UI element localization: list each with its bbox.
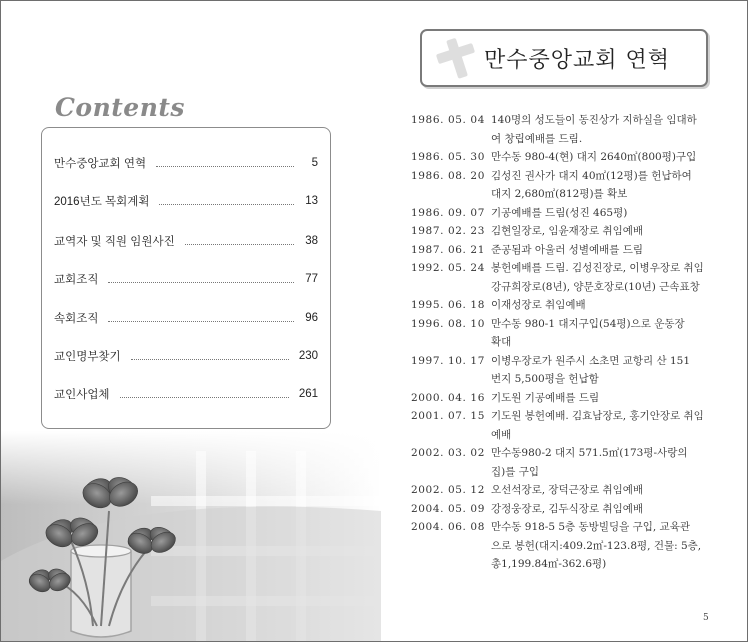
history-list bbox=[411, 111, 715, 574]
history-text bbox=[491, 222, 715, 241]
history-text bbox=[491, 389, 715, 408]
history-text-line: 오선석장로, 장덕근장로 취임예배 bbox=[491, 484, 644, 496]
section-title: 만수중앙교회 연혁 bbox=[484, 48, 671, 73]
history-text bbox=[491, 241, 715, 260]
history-entry bbox=[411, 204, 715, 223]
history-text-line: 여 창립예배를 드림. bbox=[491, 132, 583, 145]
history-text-line: 번지 5,500평을 헌납함 bbox=[491, 373, 599, 385]
toc-item[interactable] bbox=[54, 347, 318, 365]
history-text-line: 예배 bbox=[491, 428, 512, 441]
history-text bbox=[491, 444, 715, 481]
history-text-line: 만수동 980-4(현) 대지 2640㎡(800평)구입 bbox=[491, 151, 697, 163]
history-text bbox=[491, 259, 715, 296]
history-text bbox=[491, 518, 715, 574]
history-date: 2004. 05. 09 bbox=[411, 502, 485, 515]
toc-item-label: 만수중앙교회 연혁 bbox=[54, 158, 147, 170]
toc-item[interactable] bbox=[54, 385, 318, 403]
history-date: 1986. 09. 07 bbox=[411, 206, 485, 219]
history-entry bbox=[411, 148, 715, 167]
history-text-line: 이재성장로 취임예배 bbox=[491, 299, 586, 311]
history-entry bbox=[411, 389, 715, 408]
history-text bbox=[491, 500, 715, 519]
toc-leader-dots bbox=[159, 192, 294, 205]
history-date: 1986. 05. 04 bbox=[411, 114, 485, 126]
toc-item-page: 96 bbox=[305, 312, 318, 324]
toc-leader-dots bbox=[131, 347, 289, 360]
toc-item[interactable] bbox=[54, 309, 318, 327]
toc-item-label: 교인명부찾기 bbox=[54, 351, 121, 363]
history-date: 1992. 05. 24 bbox=[411, 262, 485, 274]
toc-item-page: 261 bbox=[298, 388, 318, 400]
history-text-line: 기도원 봉헌예배. 김효남장로, 홍기안장로 취임 bbox=[491, 410, 704, 422]
history-text bbox=[491, 167, 715, 204]
history-entry bbox=[411, 352, 715, 389]
history-entry bbox=[411, 167, 715, 204]
section-title-box bbox=[420, 29, 708, 87]
history-entry bbox=[411, 407, 715, 444]
history-date: 2004. 06. 08 bbox=[411, 521, 485, 533]
toc-item-page: 38 bbox=[305, 235, 318, 247]
toc-item-label: 속회조직 bbox=[54, 313, 99, 325]
history-text-line: 만수동980-2 대지 571.5㎡(173평-사랑의 bbox=[491, 447, 688, 459]
history-text-line: 확대 bbox=[491, 336, 512, 348]
toc-item-page: 77 bbox=[305, 273, 318, 285]
history-date: 1995. 06. 18 bbox=[411, 299, 485, 311]
history-entry bbox=[411, 315, 715, 352]
history-text bbox=[491, 296, 715, 315]
toc-item-label: 2016년도 목회계획 bbox=[54, 196, 150, 208]
history-date: 1997. 10. 17 bbox=[411, 354, 485, 367]
history-text-line: 으로 봉헌(대지:409.2㎡-123.8평, 건물: 5층, bbox=[491, 539, 702, 552]
history-entry bbox=[411, 222, 715, 241]
history-entry bbox=[411, 481, 715, 500]
history-text bbox=[491, 148, 715, 167]
contents-title: Contents bbox=[55, 93, 186, 122]
history-entry bbox=[411, 296, 715, 315]
toc-item[interactable] bbox=[54, 270, 318, 288]
history-entry bbox=[411, 241, 715, 260]
history-text-line: 총1,199.84㎡-362.6평) bbox=[491, 558, 607, 570]
history-text-line: 기도원 기공예배를 드림 bbox=[491, 391, 600, 404]
history-text bbox=[491, 481, 715, 500]
history-text bbox=[491, 407, 715, 444]
history-text bbox=[491, 315, 715, 352]
history-date: 2000. 04. 16 bbox=[411, 391, 485, 404]
history-text-line: 만수동 918-5 5층 동방빌딩을 구입, 교육관 bbox=[491, 521, 690, 533]
history-entry bbox=[411, 259, 715, 296]
cross-icon bbox=[430, 36, 486, 80]
toc-item-label: 교인사업체 bbox=[54, 389, 110, 401]
toc-leader-dots bbox=[108, 309, 294, 322]
toc-item[interactable] bbox=[54, 192, 318, 210]
toc-leader-dots bbox=[108, 270, 294, 283]
history-text-line: 이병우장로가 원주시 소초면 교항리 산 151 bbox=[491, 354, 691, 367]
history-text-line: 김현일장로, 임윤재장로 취임예배 bbox=[491, 225, 644, 237]
toc-leader-dots bbox=[120, 385, 289, 398]
history-text-line: 강정웅장로, 김두식장로 취임예배 bbox=[491, 502, 644, 515]
history-date: 1986. 05. 30 bbox=[411, 151, 485, 163]
history-date: 2002. 05. 12 bbox=[411, 484, 485, 496]
history-text-line: 집)를 구입 bbox=[491, 465, 540, 478]
history-text bbox=[491, 111, 715, 148]
history-text-line: 강규희장로(8년), 양문호장로(10년) 근속표창 bbox=[491, 280, 700, 293]
history-entry bbox=[411, 518, 715, 574]
history-text-line: 김성진 권사가 대지 40㎡(12평)를 헌납하여 bbox=[491, 169, 692, 182]
toc-item-label: 교회조직 bbox=[54, 274, 99, 286]
history-date: 1987. 06. 21 bbox=[411, 243, 485, 256]
history-date: 2002. 03. 02 bbox=[411, 447, 485, 459]
toc-item-page: 13 bbox=[305, 195, 318, 207]
history-text bbox=[491, 204, 715, 223]
history-text-line: 기공예배를 드림(성진 465평) bbox=[491, 206, 628, 219]
toc-leader-dots bbox=[156, 154, 294, 167]
toc-leader-dots bbox=[185, 232, 294, 245]
toc-item[interactable] bbox=[54, 154, 318, 172]
history-entry bbox=[411, 444, 715, 481]
history-text-line: 준공됨과 아울러 성별예배를 드림 bbox=[491, 243, 644, 256]
history-date: 1986. 08. 20 bbox=[411, 169, 485, 182]
toc-item-label: 교역자 및 직원 임원사진 bbox=[54, 236, 175, 248]
page-number: 5 bbox=[703, 613, 709, 623]
history-entry bbox=[411, 111, 715, 148]
toc-item[interactable] bbox=[54, 232, 318, 250]
history-date: 1996. 08. 10 bbox=[411, 317, 485, 330]
history-text-line: 만수동 980-1 대지구입(54평)으로 운동장 bbox=[491, 317, 685, 330]
history-date: 2001. 07. 15 bbox=[411, 410, 485, 422]
history-entry bbox=[411, 500, 715, 519]
table-of-contents bbox=[41, 127, 331, 429]
clover-vase-photo bbox=[1, 431, 381, 641]
history-date: 1987. 02. 23 bbox=[411, 225, 485, 237]
history-text-line: 봉헌예배를 드림. 김성진장로, 이병우장로 취임 bbox=[491, 262, 704, 274]
history-text-line: 대지 2,680㎡(812평)를 확보 bbox=[491, 188, 628, 200]
history-text-line: 140명의 성도들이 동진상가 지하실을 임대하 bbox=[491, 114, 697, 126]
history-text bbox=[491, 352, 715, 389]
toc-item-page: 5 bbox=[311, 157, 318, 169]
toc-item-page: 230 bbox=[298, 350, 318, 362]
